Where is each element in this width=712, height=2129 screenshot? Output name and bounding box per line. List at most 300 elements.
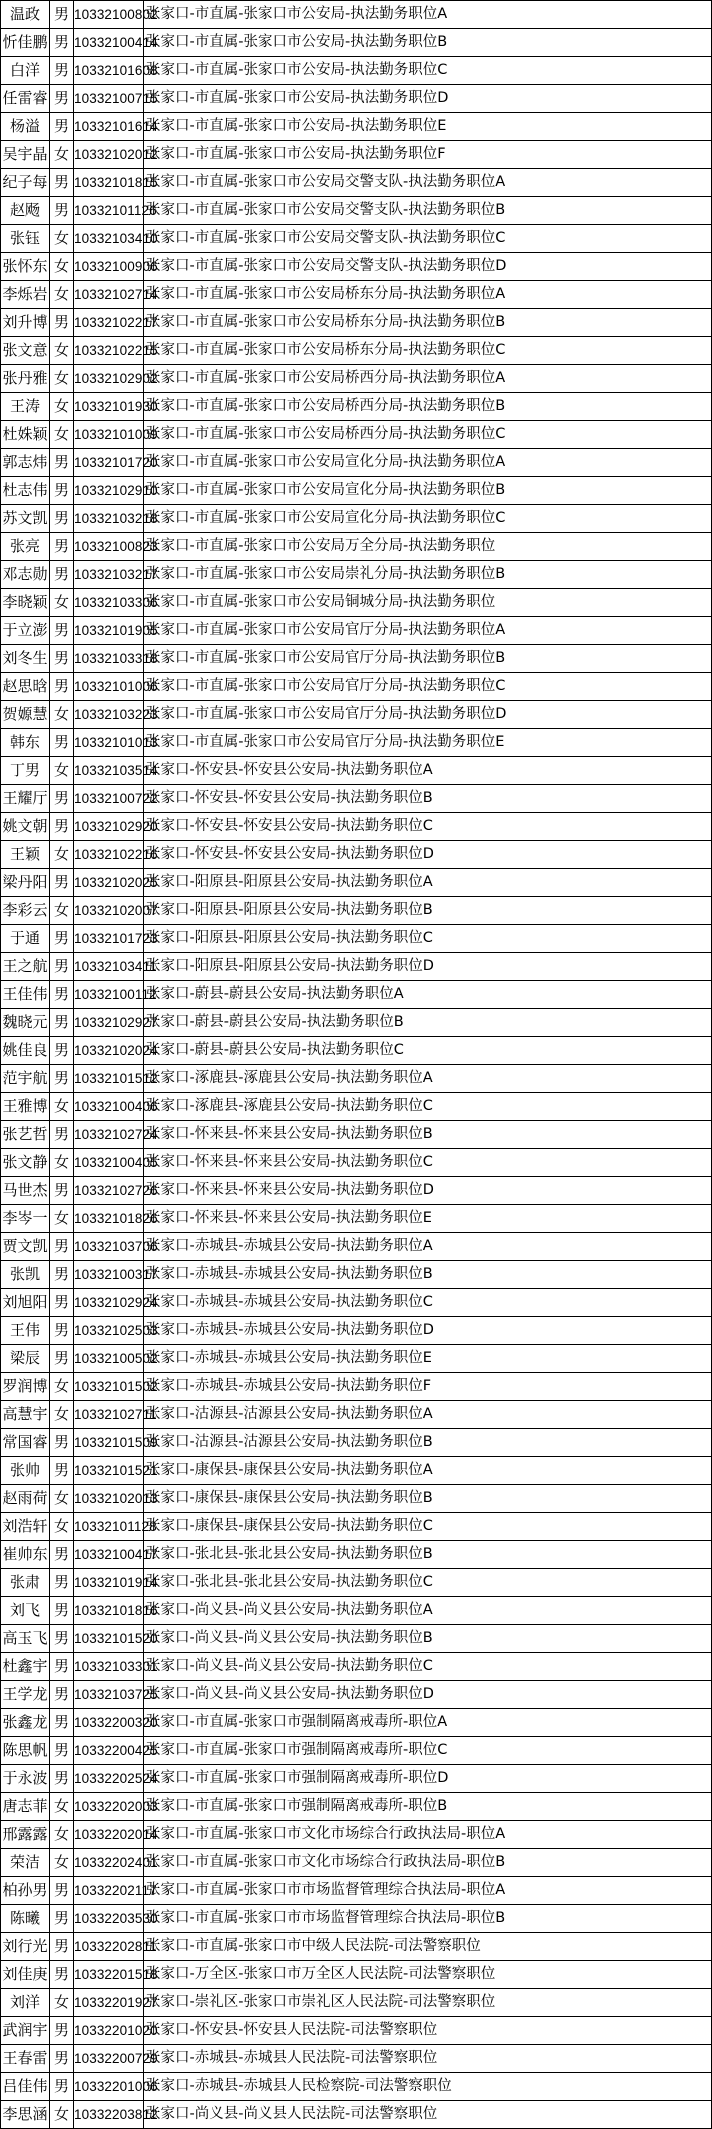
exam-number-cell: 10332200425 (74, 1737, 144, 1765)
gender-cell: 男 (50, 2045, 74, 2073)
position-cell: 张家口-市直属-张家口市公安局铜城分局-执法勤务职位 (144, 589, 712, 617)
gender-cell: 男 (50, 869, 74, 897)
exam-number-cell: 10332100802 (74, 1, 144, 29)
table-row (1, 953, 712, 981)
position-cell: 张家口-市直属-张家口市公安局官厅分局-执法勤务职位E (144, 729, 712, 757)
exam-number-cell: 10332101905 (74, 617, 144, 645)
position-cell: 张家口-市直属-张家口市公安局-执法勤务职位D (144, 85, 712, 113)
position-cell: 张家口-赤城县-赤城县公安局-执法勤务职位F (144, 1373, 712, 1401)
position-cell: 张家口-市直属-张家口市公安局桥西分局-执法勤务职位B (144, 393, 712, 421)
gender-cell: 男 (50, 505, 74, 533)
candidate-name-cell: 任雷睿 (1, 85, 50, 113)
candidate-name-cell: 张怀东 (1, 253, 50, 281)
table-row (1, 197, 712, 225)
exam-number-cell: 10332100906 (74, 253, 144, 281)
position-cell: 张家口-赤城县-赤城县公安局-执法勤务职位C (144, 1289, 712, 1317)
exam-number-cell: 10332101816 (74, 1597, 144, 1625)
candidate-name-cell: 李烁岩 (1, 281, 50, 309)
position-cell: 张家口-张北县-张北县公安局-执法勤务职位C (144, 1569, 712, 1597)
gender-cell: 男 (50, 533, 74, 561)
position-cell: 张家口-康保县-康保县公安局-执法勤务职位B (144, 1485, 712, 1513)
exam-number-cell: 10332103706 (74, 1233, 144, 1261)
exam-number-cell: 10332103411 (74, 953, 144, 981)
position-cell: 张家口-康保县-康保县公安局-执法勤务职位C (144, 1513, 712, 1541)
candidate-name-cell: 刘洋 (1, 1989, 50, 2017)
gender-cell: 男 (50, 1877, 74, 1905)
position-cell: 张家口-赤城县-赤城县公安局-执法勤务职位A (144, 1233, 712, 1261)
exam-number-cell: 10332103218 (74, 505, 144, 533)
exam-number-cell: 10332102503 (74, 1317, 144, 1345)
table-row (1, 1877, 712, 1905)
candidate-name-cell: 张鑫龙 (1, 1709, 50, 1737)
table-row (1, 1765, 712, 1793)
candidate-name-cell: 苏文凯 (1, 505, 50, 533)
exam-number-cell: 10332100722 (74, 785, 144, 813)
candidate-name-cell: 柏孙男 (1, 1877, 50, 1905)
gender-cell: 女 (50, 337, 74, 365)
exam-number-cell: 10332103725 (74, 1681, 144, 1709)
table-row (1, 1149, 712, 1177)
position-cell: 张家口-市直属-张家口市公安局万全分局-执法勤务职位 (144, 533, 712, 561)
position-cell: 张家口-市直属-张家口市公安局官厅分局-执法勤务职位A (144, 617, 712, 645)
gender-cell: 女 (50, 365, 74, 393)
gender-cell: 男 (50, 1905, 74, 1933)
table-row (1, 1933, 712, 1961)
gender-cell: 男 (50, 1317, 74, 1345)
candidate-name-cell: 邢露露 (1, 1821, 50, 1849)
gender-cell: 女 (50, 1821, 74, 1849)
gender-cell: 男 (50, 1933, 74, 1961)
table-row (1, 1961, 712, 1989)
exam-number-cell: 10332101006 (74, 673, 144, 701)
candidate-name-cell: 张钰 (1, 225, 50, 253)
candidate-name-cell: 刘飞 (1, 1597, 50, 1625)
position-cell: 张家口-市直属-张家口市公安局桥东分局-执法勤务职位B (144, 309, 712, 337)
position-cell: 张家口-张北县-张北县公安局-执法勤务职位B (144, 1541, 712, 1569)
gender-cell: 男 (50, 1569, 74, 1597)
position-cell: 张家口-市直属-张家口市公安局官厅分局-执法勤务职位B (144, 645, 712, 673)
candidate-name-cell: 赵思晗 (1, 673, 50, 701)
position-cell: 张家口-市直属-张家口市强制隔离戒毒所-职位C (144, 1737, 712, 1765)
gender-cell: 男 (50, 309, 74, 337)
position-cell: 张家口-市直属-张家口市强制隔离戒毒所-职位B (144, 1793, 712, 1821)
gender-cell: 男 (50, 1289, 74, 1317)
candidate-name-cell: 李晓颖 (1, 589, 50, 617)
results-table-body (1, 1, 712, 2129)
position-cell: 张家口-市直属-张家口市公安局交警支队-执法勤务职位B (144, 197, 712, 225)
position-cell: 张家口-市直属-张家口市公安局交警支队-执法勤务职位C (144, 225, 712, 253)
exam-number-cell: 10332102215 (74, 337, 144, 365)
table-row (1, 897, 712, 925)
table-row (1, 1009, 712, 1037)
candidate-name-cell: 荣洁 (1, 1849, 50, 1877)
position-cell: 张家口-市直属-张家口市公安局-执法勤务职位B (144, 29, 712, 57)
candidate-name-cell: 杜鑫宇 (1, 1653, 50, 1681)
exam-number-cell: 10332103514 (74, 757, 144, 785)
table-row (1, 85, 712, 113)
gender-cell: 女 (50, 1485, 74, 1513)
candidate-name-cell: 于立澎 (1, 617, 50, 645)
gender-cell: 男 (50, 1009, 74, 1037)
candidate-name-cell: 邓志勋 (1, 561, 50, 589)
table-row (1, 57, 712, 85)
position-cell: 张家口-蔚县-蔚县公安局-执法勤务职位C (144, 1037, 712, 1065)
candidate-name-cell: 张文意 (1, 337, 50, 365)
gender-cell: 男 (50, 645, 74, 673)
position-cell: 张家口-市直属-张家口市文化市场综合行政执法局-职位A (144, 1821, 712, 1849)
candidate-name-cell: 纪子每 (1, 169, 50, 197)
candidate-name-cell: 姚佳良 (1, 1037, 50, 1065)
candidate-name-cell: 李思涵 (1, 2101, 50, 2129)
candidate-name-cell: 张丹雅 (1, 365, 50, 393)
position-cell: 张家口-怀安县-怀安县公安局-执法勤务职位A (144, 757, 712, 785)
table-row (1, 1037, 712, 1065)
table-row (1, 29, 712, 57)
gender-cell: 女 (50, 281, 74, 309)
position-cell: 张家口-万全区-张家口市万全区人民法院-司法警察职位 (144, 1961, 712, 1989)
position-cell: 张家口-市直属-张家口市公安局桥西分局-执法勤务职位A (144, 365, 712, 393)
position-cell: 张家口-涿鹿县-涿鹿县公安局-执法勤务职位A (144, 1065, 712, 1093)
position-cell: 张家口-市直属-张家口市强制隔离戒毒所-职位A (144, 1709, 712, 1737)
table-row (1, 1345, 712, 1373)
position-cell: 张家口-市直属-张家口市公安局桥西分局-执法勤务职位C (144, 421, 712, 449)
position-cell: 张家口-赤城县-赤城县公安局-执法勤务职位D (144, 1317, 712, 1345)
candidate-name-cell: 梁丹阳 (1, 869, 50, 897)
exam-number-cell: 10332102910 (74, 477, 144, 505)
gender-cell: 女 (50, 701, 74, 729)
gender-cell: 男 (50, 477, 74, 505)
exam-number-cell: 10332100715 (74, 85, 144, 113)
table-row (1, 757, 712, 785)
table-row (1, 1317, 712, 1345)
position-cell: 张家口-尚义县-尚义县公安局-执法勤务职位C (144, 1653, 712, 1681)
gender-cell: 男 (50, 953, 74, 981)
exam-number-cell: 10332102902 (74, 365, 144, 393)
table-row (1, 2101, 712, 2129)
exam-number-cell: 10332101126 (74, 197, 144, 225)
position-cell: 张家口-沽源县-沽源县公安局-执法勤务职位B (144, 1429, 712, 1457)
exam-number-cell: 10332102724 (74, 1121, 144, 1149)
table-row (1, 2045, 712, 2073)
table-row (1, 113, 712, 141)
table-row (1, 925, 712, 953)
position-cell: 张家口-阳原县-阳原县公安局-执法勤务职位D (144, 953, 712, 981)
table-row (1, 449, 712, 477)
position-cell: 张家口-赤城县-赤城县人民法院-司法警察职位 (144, 2045, 712, 2073)
gender-cell: 女 (50, 757, 74, 785)
gender-cell: 男 (50, 57, 74, 85)
table-row (1, 1429, 712, 1457)
exam-number-cell: 10332102714 (74, 281, 144, 309)
candidate-name-cell: 刘冬生 (1, 645, 50, 673)
gender-cell: 女 (50, 2101, 74, 2129)
gender-cell: 男 (50, 1961, 74, 1989)
gender-cell: 男 (50, 1737, 74, 1765)
candidate-name-cell: 于永波 (1, 1765, 50, 1793)
position-cell: 张家口-尚义县-尚义县公安局-执法勤务职位B (144, 1625, 712, 1653)
exam-number-cell: 10332103301 (74, 1653, 144, 1681)
position-cell: 张家口-怀来县-怀来县公安局-执法勤务职位E (144, 1205, 712, 1233)
exam-number-cell: 10332101614 (74, 113, 144, 141)
candidate-name-cell: 贾文凯 (1, 1233, 50, 1261)
table-row (1, 1513, 712, 1541)
gender-cell: 女 (50, 141, 74, 169)
exam-number-cell: 10332102216 (74, 841, 144, 869)
gender-cell: 男 (50, 1457, 74, 1485)
gender-cell: 男 (50, 1541, 74, 1569)
candidate-name-cell: 陈思帆 (1, 1737, 50, 1765)
gender-cell: 男 (50, 1765, 74, 1793)
gender-cell: 女 (50, 1149, 74, 1177)
position-cell: 张家口-市直属-张家口市公安局宣化分局-执法勤务职位A (144, 449, 712, 477)
candidate-name-cell: 刘浩轩 (1, 1513, 50, 1541)
exam-number-cell: 10332102924 (74, 1289, 144, 1317)
exam-number-cell: 10332101013 (74, 729, 144, 757)
exam-number-cell: 10332102025 (74, 869, 144, 897)
exam-number-cell: 10332101509 (74, 1429, 144, 1457)
candidate-name-cell: 刘旭阳 (1, 1289, 50, 1317)
candidate-name-cell: 刘升博 (1, 309, 50, 337)
gender-cell: 男 (50, 1653, 74, 1681)
table-row (1, 505, 712, 533)
position-cell: 张家口-怀安县-怀安县公安局-执法勤务职位D (144, 841, 712, 869)
candidate-name-cell: 忻佳鹏 (1, 29, 50, 57)
candidate-name-cell: 王佳伟 (1, 981, 50, 1009)
candidate-name-cell: 梁辰 (1, 1345, 50, 1373)
gender-cell: 男 (50, 1, 74, 29)
gender-cell: 男 (50, 617, 74, 645)
gender-cell: 男 (50, 785, 74, 813)
exam-number-cell: 10332201518 (74, 1961, 144, 1989)
gender-cell: 男 (50, 981, 74, 1009)
exam-number-cell: 10332203812 (74, 2101, 144, 2129)
table-row (1, 1205, 712, 1233)
gender-cell: 女 (50, 1373, 74, 1401)
gender-cell: 男 (50, 673, 74, 701)
exam-number-cell: 10332100502 (74, 1345, 144, 1373)
exam-number-cell: 10332203530 (74, 1905, 144, 1933)
table-row (1, 169, 712, 197)
gender-cell: 男 (50, 561, 74, 589)
gender-cell: 男 (50, 1037, 74, 1065)
table-row (1, 1401, 712, 1429)
gender-cell: 女 (50, 897, 74, 925)
candidate-name-cell: 常国睿 (1, 1429, 50, 1457)
candidate-name-cell: 白洋 (1, 57, 50, 85)
position-cell: 张家口-康保县-康保县公安局-执法勤务职位A (144, 1457, 712, 1485)
candidate-name-cell: 张亮 (1, 533, 50, 561)
candidate-name-cell: 杨溢 (1, 113, 50, 141)
candidate-name-cell: 高玉飞 (1, 1625, 50, 1653)
table-row (1, 1093, 712, 1121)
table-row (1, 1989, 712, 2017)
position-cell: 张家口-赤城县-赤城县公安局-执法勤务职位E (144, 1345, 712, 1373)
candidate-name-cell: 高慧宇 (1, 1401, 50, 1429)
position-cell: 张家口-市直属-张家口市公安局崇礼分局-执法勤务职位B (144, 561, 712, 589)
table-row (1, 1261, 712, 1289)
position-cell: 张家口-崇礼区-张家口市崇礼区人民法院-司法警察职位 (144, 1989, 712, 2017)
position-cell: 张家口-赤城县-赤城县人民检察院-司法警察职位 (144, 2073, 712, 2101)
candidate-name-cell: 张文静 (1, 1149, 50, 1177)
gender-cell: 女 (50, 253, 74, 281)
table-row (1, 673, 712, 701)
table-row (1, 1849, 712, 1877)
position-cell: 张家口-蔚县-蔚县公安局-执法勤务职位A (144, 981, 712, 1009)
table-row (1, 617, 712, 645)
table-row (1, 981, 712, 1009)
candidate-name-cell: 张肃 (1, 1569, 50, 1597)
exam-number-cell: 10332100417 (74, 1541, 144, 1569)
table-row (1, 1065, 712, 1093)
position-cell: 张家口-涿鹿县-涿鹿县公安局-执法勤务职位C (144, 1093, 712, 1121)
exam-number-cell: 10332101826 (74, 1205, 144, 1233)
gender-cell: 女 (50, 421, 74, 449)
table-row (1, 869, 712, 897)
gender-cell: 男 (50, 2073, 74, 2101)
exam-number-cell: 10332102024 (74, 1037, 144, 1065)
gender-cell: 男 (50, 1625, 74, 1653)
exam-number-cell: 10332101512 (74, 1065, 144, 1093)
table-row (1, 2017, 712, 2045)
candidate-name-cell: 赵雨荷 (1, 1485, 50, 1513)
position-cell: 张家口-怀安县-怀安县公安局-执法勤务职位B (144, 785, 712, 813)
position-cell: 张家口-怀来县-怀来县公安局-执法勤务职位D (144, 1177, 712, 1205)
gender-cell: 女 (50, 393, 74, 421)
gender-cell: 女 (50, 225, 74, 253)
position-cell: 张家口-沽源县-沽源县公安局-执法勤务职位A (144, 1401, 712, 1429)
candidate-name-cell: 吴宇晶 (1, 141, 50, 169)
gender-cell: 女 (50, 1513, 74, 1541)
position-cell: 张家口-阳原县-阳原县公安局-执法勤务职位C (144, 925, 712, 953)
exam-number-cell: 10332201020 (74, 2017, 144, 2045)
gender-cell: 男 (50, 1177, 74, 1205)
candidate-name-cell: 张帅 (1, 1457, 50, 1485)
position-cell: 张家口-市直属-张家口市强制隔离戒毒所-职位D (144, 1765, 712, 1793)
table-row (1, 1541, 712, 1569)
position-cell: 张家口-阳原县-阳原县公安局-执法勤务职位A (144, 869, 712, 897)
candidate-name-cell: 杜志伟 (1, 477, 50, 505)
table-row (1, 533, 712, 561)
position-cell: 张家口-尚义县-尚义县公安局-执法勤务职位D (144, 1681, 712, 1709)
exam-number-cell: 10332101520 (74, 1625, 144, 1653)
position-cell: 张家口-怀安县-怀安县人民法院-司法警察职位 (144, 2017, 712, 2045)
position-cell: 张家口-市直属-张家口市公安局交警支队-执法勤务职位D (144, 253, 712, 281)
exam-number-cell: 10332201006 (74, 2073, 144, 2101)
candidate-name-cell: 张凯 (1, 1261, 50, 1289)
position-cell: 张家口-市直属-张家口市公安局-执法勤务职位F (144, 141, 712, 169)
gender-cell: 男 (50, 29, 74, 57)
candidate-name-cell: 刘行光 (1, 1933, 50, 1961)
exam-number-cell: 10332101502 (74, 1373, 144, 1401)
position-cell: 张家口-怀安县-怀安县公安局-执法勤务职位C (144, 813, 712, 841)
candidate-name-cell: 王之航 (1, 953, 50, 981)
exam-number-cell: 10332202117 (74, 1877, 144, 1905)
exam-number-cell: 10332102920 (74, 813, 144, 841)
table-row (1, 813, 712, 841)
position-cell: 张家口-怀来县-怀来县公安局-执法勤务职位B (144, 1121, 712, 1149)
candidate-name-cell: 张艺哲 (1, 1121, 50, 1149)
position-cell: 张家口-市直属-张家口市市场监督管理综合执法局-职位B (144, 1905, 712, 1933)
exam-number-cell: 10332201927 (74, 1989, 144, 2017)
table-row (1, 1121, 712, 1149)
exam-number-cell: 10332102726 (74, 1177, 144, 1205)
exam-number-cell: 10332101914 (74, 1569, 144, 1597)
table-row (1, 1793, 712, 1821)
gender-cell: 男 (50, 1345, 74, 1373)
position-cell: 张家口-市直属-张家口市公安局-执法勤务职位C (144, 57, 712, 85)
candidate-name-cell: 刘佳庚 (1, 1961, 50, 1989)
table-row (1, 365, 712, 393)
gender-cell: 男 (50, 925, 74, 953)
candidate-name-cell: 贺嫄慧 (1, 701, 50, 729)
exam-number-cell: 10332100405 (74, 1149, 144, 1177)
table-row (1, 1569, 712, 1597)
table-row (1, 253, 712, 281)
gender-cell: 男 (50, 1429, 74, 1457)
table-row (1, 645, 712, 673)
table-row (1, 309, 712, 337)
table-row (1, 561, 712, 589)
candidate-name-cell: 陈曦 (1, 1905, 50, 1933)
position-cell: 张家口-市直属-张家口市中级人民法院-司法警察职位 (144, 1933, 712, 1961)
table-row (1, 1177, 712, 1205)
gender-cell: 女 (50, 589, 74, 617)
table-row (1, 589, 712, 617)
exam-number-cell: 10332100112 (74, 981, 144, 1009)
gender-cell: 女 (50, 1849, 74, 1877)
candidate-name-cell: 王涛 (1, 393, 50, 421)
exam-number-cell: 10332101720 (74, 449, 144, 477)
position-cell: 张家口-市直属-张家口市公安局官厅分局-执法勤务职位D (144, 701, 712, 729)
exam-number-cell: 10332202811 (74, 1933, 144, 1961)
exam-number-cell: 10332103318 (74, 645, 144, 673)
candidate-name-cell: 王学龙 (1, 1681, 50, 1709)
table-row (1, 1, 712, 29)
table-row (1, 1905, 712, 1933)
position-cell: 张家口-市直属-张家口市文化市场综合行政执法局-职位B (144, 1849, 712, 1877)
exam-number-cell: 10332102217 (74, 309, 144, 337)
exam-number-cell: 10332100414 (74, 29, 144, 57)
table-row (1, 1485, 712, 1513)
exam-number-cell: 10332103306 (74, 589, 144, 617)
exam-number-cell: 10332101608 (74, 57, 144, 85)
table-row (1, 785, 712, 813)
table-row (1, 1289, 712, 1317)
exam-number-cell: 10332101009 (74, 421, 144, 449)
table-row (1, 2073, 712, 2101)
table-row (1, 1737, 712, 1765)
exam-number-cell: 10332101128 (74, 1513, 144, 1541)
gender-cell: 女 (50, 1093, 74, 1121)
candidate-name-cell: 李彩云 (1, 897, 50, 925)
exam-number-cell: 10332202524 (74, 1765, 144, 1793)
gender-cell: 男 (50, 729, 74, 757)
candidate-name-cell: 于通 (1, 925, 50, 953)
table-row (1, 141, 712, 169)
table-row (1, 841, 712, 869)
position-cell: 张家口-怀来县-怀来县公安局-执法勤务职位C (144, 1149, 712, 1177)
exam-number-cell: 10332102007 (74, 897, 144, 925)
candidate-name-cell: 王雅博 (1, 1093, 50, 1121)
candidate-name-cell: 赵飏 (1, 197, 50, 225)
position-cell: 张家口-市直属-张家口市公安局-执法勤务职位A (144, 1, 712, 29)
exam-number-cell: 10332101723 (74, 925, 144, 953)
gender-cell: 男 (50, 1065, 74, 1093)
table-row (1, 477, 712, 505)
exam-number-cell: 10332100823 (74, 533, 144, 561)
table-row (1, 1653, 712, 1681)
candidate-name-cell: 唐志菲 (1, 1793, 50, 1821)
